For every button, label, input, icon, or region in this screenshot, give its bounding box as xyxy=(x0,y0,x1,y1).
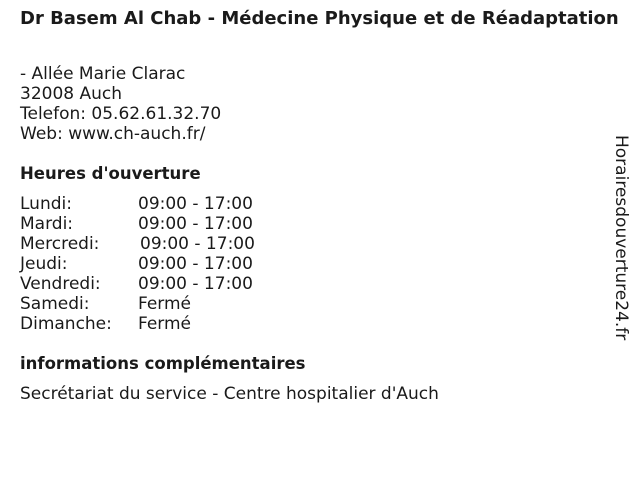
day-label: Jeudi: xyxy=(20,254,68,274)
day-hours: Fermé xyxy=(138,294,192,314)
street-address: - Allée Marie Clarac xyxy=(20,64,186,84)
day-label: Mardi: xyxy=(20,214,74,234)
address-block xyxy=(20,64,221,144)
day-hours: 09:00 - 17:00 xyxy=(138,254,253,274)
day-label: Dimanche: xyxy=(20,314,112,334)
day-hours: Fermé xyxy=(138,314,192,334)
day-label: Mercredi: xyxy=(20,234,100,254)
page-title: Dr Basem Al Chab - Médecine Physique et de Réadaptation xyxy=(20,8,619,29)
site-watermark: Horairesdouverture24.fr xyxy=(611,135,631,341)
additional-info-heading: informations complémentaires xyxy=(20,354,306,373)
day-hours: 09:00 - 17:00 xyxy=(138,274,253,294)
day-hours: 09:00 - 17:00 xyxy=(138,214,253,234)
city: 32008 Auch xyxy=(20,84,123,104)
day-label: Samedi: xyxy=(20,294,90,314)
day-hours: 09:00 - 17:00 xyxy=(138,194,253,214)
additional-info-text: Secrétariat du service - Centre hospitalier d'Auch xyxy=(20,384,439,404)
website: Web: www.ch-auch.fr/ xyxy=(20,124,206,144)
day-hours: 09:00 - 17:00 xyxy=(140,234,255,254)
opening-hours-heading: Heures d'ouverture xyxy=(20,164,201,183)
day-label: Vendredi: xyxy=(20,274,101,294)
phone-number: Telefon: 05.62.61.32.70 xyxy=(20,104,222,124)
day-label: Lundi: xyxy=(20,194,72,214)
